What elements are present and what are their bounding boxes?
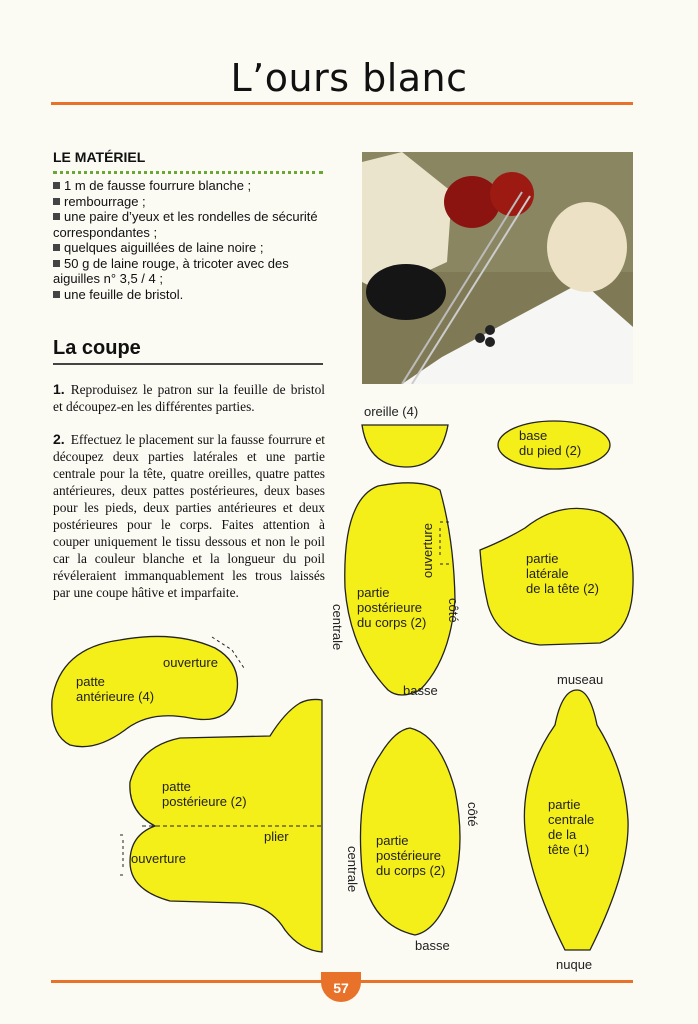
- hind-paw-label-2: postérieure (2): [162, 794, 247, 809]
- body-lower-label-1: partie: [376, 833, 409, 848]
- front-paw-opening-label: ouverture: [163, 655, 218, 670]
- page-title: L’ours blanc: [230, 56, 468, 100]
- head-side-label-1: partie: [526, 551, 559, 566]
- muzzle-label: museau: [557, 672, 604, 687]
- fold-label: plier: [264, 829, 289, 844]
- bottom-label-lower: basse: [415, 938, 450, 953]
- foot-base-label-1: base: [519, 428, 548, 443]
- side-label-lower: côté: [465, 802, 480, 827]
- page-number: 57: [321, 972, 361, 1002]
- list-item: 1 m de fausse fourrure blanche ;: [53, 178, 328, 194]
- nape-label: nuque: [556, 957, 593, 972]
- back-body-label-3: du corps (2): [357, 615, 427, 630]
- list-item: une feuille de bristol.: [53, 287, 328, 303]
- head-center-label-3: de la: [548, 827, 577, 842]
- step-2: 2. Effectuez le placement sur la fausse fourrure et découpez deux parties latérales et une partie centrale pour la tête, quatre oreilles, quatre pattes antérieures, deux pattes postérieures, deux bases pour les pieds, deux parties antérieures et deux postérieures pour le corps. Faites attention à couper uniquement le tissu dessous et non le poil car la couleur blanche et la longueur du poil révéleraient immanquablement les trous laissés par une coupe hâtive et imparfaite.: [53, 431, 325, 600]
- front-paw-label-2: antérieure (4): [76, 689, 155, 704]
- body-lower-label-3: du corps (2): [376, 863, 446, 878]
- head-side-label-2: latérale: [526, 566, 569, 581]
- foot-base-label-2: du pied (2): [519, 443, 582, 458]
- bottom-label-upper: basse: [403, 683, 438, 698]
- center-label-lower: centrale: [345, 846, 360, 893]
- list-item: quelques aiguillées de laine noire ;: [53, 240, 328, 256]
- back-body-pattern-lower: [360, 728, 460, 935]
- step-1: 1. Reproduisez le patron sur la feuille de bristol et découpez-en les différentes parties.: [53, 381, 325, 414]
- hind-paw-label-1: patte: [162, 779, 191, 794]
- back-body-label-2: postérieure: [357, 600, 423, 615]
- body-lower-label-2: postérieure: [376, 848, 442, 863]
- section-title: La coupe: [53, 337, 141, 359]
- head-center-label-2: centrale: [548, 812, 595, 827]
- hind-paw-opening-label: ouverture: [131, 851, 186, 866]
- head-center-label-4: tête (1): [548, 842, 590, 857]
- list-item: une paire d’yeux et les rondelles de sécurité correspondantes ;: [53, 209, 318, 240]
- ear-pattern: [362, 425, 448, 467]
- back-body-label-1: partie: [357, 585, 390, 600]
- list-item: rembourrage ;: [53, 194, 328, 210]
- front-paw-label-1: patte: [76, 674, 105, 689]
- opening-label-body: ouverture: [420, 523, 435, 578]
- list-item: 50 g de laine rouge, à tricoter avec des aiguilles n° 3,5 / 4 ;: [53, 255, 289, 286]
- materials-heading: LE MATÉRIEL: [53, 149, 146, 165]
- head-side-label-3: de la tête (2): [526, 581, 599, 596]
- side-label-upper: côté: [446, 598, 461, 623]
- center-label-upper: centrale: [330, 604, 345, 651]
- head-center-label-1: partie: [548, 797, 581, 812]
- ear-label: oreille (4): [364, 404, 419, 419]
